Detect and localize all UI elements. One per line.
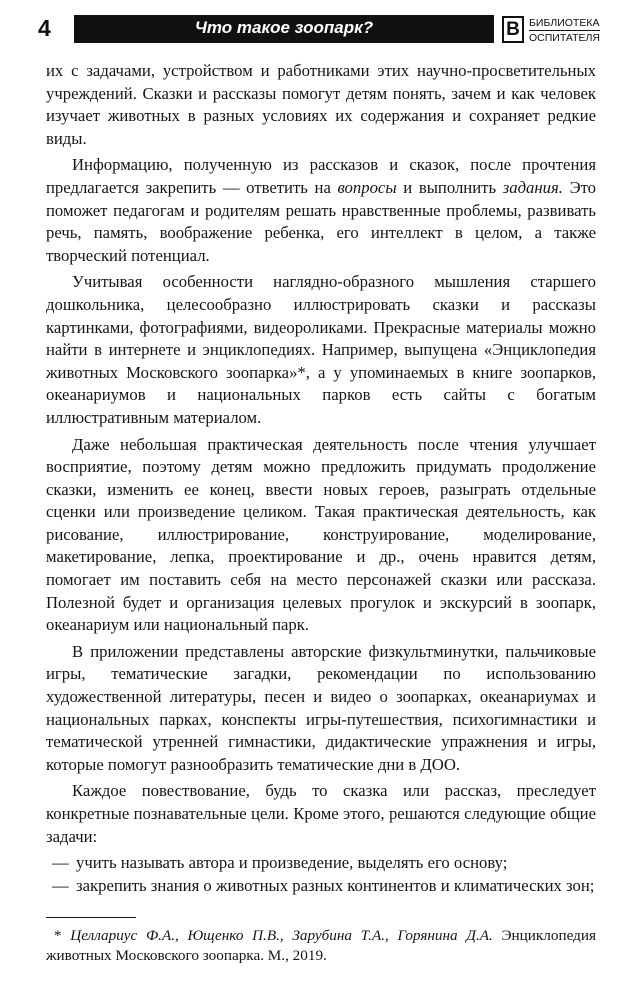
- paragraph: [46, 154, 596, 267]
- footnote-divider: [46, 917, 136, 918]
- paragraph: Даже небольшая практическая деятельность после чтения улучшает восприятие, поэтому детям можно предложить придумать продолжение сказки, изменить ее конец, ввести новых героев, разыграть отдельные сценки или произведение целиком. Такая практическая деятельность, как рисование, иллюстрирование, конструирование, моделирование, макетирование, лепка, проектирование и др., очень нравится детям, помогает им поставить себя на место персонажей сказки или рассказа. Полезной будет и организация целевых прогулок и экскурсий в зоопарк, океанариум или национальный парк.: [46, 434, 596, 635]
- list-item-text: учить называть автора и произведение, выделять его основу;: [76, 853, 508, 873]
- emphasis-tasks: задания.: [502, 177, 563, 197]
- chapter-title: Что такое зоопарк?: [194, 18, 374, 37]
- footnote-marker: *: [54, 927, 62, 944]
- list-item: [52, 852, 596, 875]
- chapter-title-bar: [74, 15, 494, 43]
- main-text: [46, 60, 596, 897]
- paragraph-text: Это поможет педагогам и родителям решать нравственные проблемы, развивать речь, память, воображение ребенка, его интеллект в целом, а также творческий потенциал.: [46, 177, 596, 265]
- list-item-text: закрепить знания о животных разных континентов и климатических зон;: [76, 875, 595, 895]
- list-dash: —: [52, 875, 69, 895]
- paragraph-continued: их с задачами, устройством и работниками этих научно-просветительных учреждений. Сказки и рассказы помогут детям понять, зачем и как человек изучает животных в разных условиях их содержания и сохраняет редкие виды.: [46, 61, 596, 148]
- paragraph: Каждое повествование, будь то сказка или рассказ, преследует конкретные познавательные цели. Кроме этого, решаются следующие общие задачи:: [46, 781, 596, 846]
- list-dash: —: [52, 853, 69, 873]
- footnote: [46, 926, 596, 966]
- paragraph-text: Информацию, полученную из рассказов и сказок, после прочтения предлагается закрепить — ответить на: [46, 155, 596, 197]
- series-logo: [502, 15, 600, 47]
- series-logo-line2: ОСПИТАТЕЛЯ: [529, 32, 600, 44]
- footnote-authors: Целлариус Ф.А., Ющенко П.В., Зарубина Т.А., Горянина Д.А.: [70, 927, 493, 944]
- list-item: [52, 875, 596, 898]
- series-logo-letter: В: [502, 16, 524, 43]
- paragraph: В приложении представлены авторские физкультминутки, пальчиковые игры, тематические загадки, рекомендации по использованию художественной литературы, песен и видео о зоопарках, океанариумах и национальных парках, конспекты игры-путешествия, психогимнастики и тематической утренней гимнастики, дидактические упражнения и игры, которые помогут разнообразить тематические дни в ДОО.: [46, 641, 596, 774]
- page-header: [36, 12, 600, 48]
- footnote-text: Энциклопедия животных Московского зоопарка. М., 2019.: [46, 927, 596, 964]
- paragraph-text: и выполнить: [396, 177, 503, 197]
- task-list: [52, 852, 596, 897]
- page-number: 4: [38, 15, 51, 41]
- paragraph: Учитывая особенности наглядно-образного мышления старшего дошкольника, целесообразно иллюстрировать сказки и рассказы картинками, фотографиями, видеороликами. Прекрасные материалы можно найти в интернете и энциклопедиях. Например, выпущена «Энциклопедия животных Московского зоопарка»*, а у упоминаемых в книге зоопарков, океанариумов и национальных парков есть сайты с богатым иллюстративным материалом.: [46, 272, 596, 427]
- emphasis-questions: вопросы: [337, 177, 397, 197]
- series-logo-line1: БИБЛИОТЕКА: [529, 17, 600, 29]
